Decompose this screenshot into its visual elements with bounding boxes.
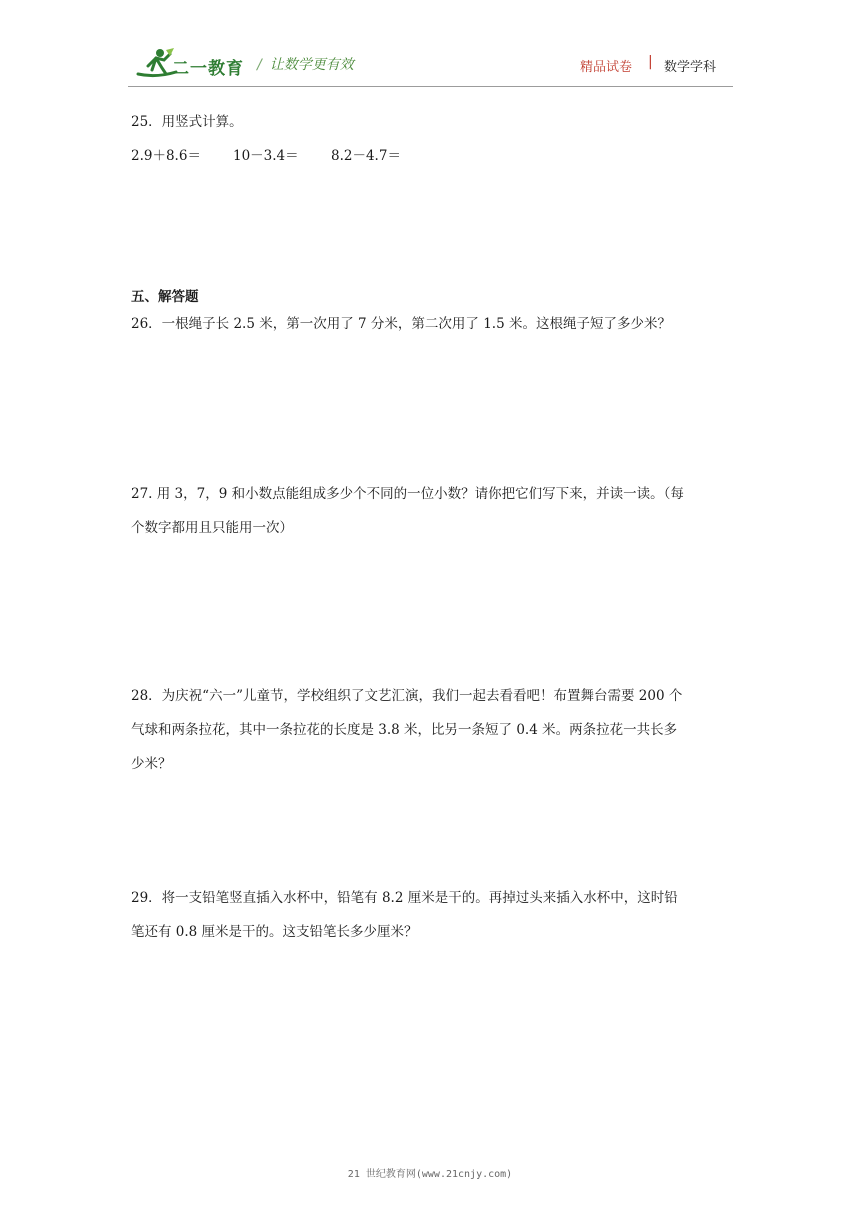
q25-title: 25．用竖式计算。 [131,114,243,130]
tag-subject: 数学学科 [664,60,717,75]
q29-line-2: 笔还有 0.8 厘米是干的。这支铅笔长多少厘米？ [131,924,418,940]
brand-name: 二一教育 [172,59,244,79]
header-divider [128,86,733,87]
q28-line-1: 28．为庆祝“六一”儿童节，学校组织了文艺汇演，我们一起去看看吧！布置舞台需要 200 个 [131,688,683,704]
q28-line-2: 气球和两条拉花，其中一条拉花的长度是 3.8 米，比另一条短了 0.4 米。两条拉花一共长多 [131,722,678,738]
tag-separator: | [648,54,653,70]
tag-quality: 精品试卷 [580,60,633,75]
q25-item-1: 2.9＋8.6＝ [131,148,201,164]
page-footer: 21 世纪教育网(www.21cnjy.com) [347,1169,513,1180]
q25-item-3: 8.2－4.7＝ [331,148,401,164]
q26-line-1: 26．一根绳子长 2.5 米，第一次用了 7 分米，第二次用了 1.5 米。这根绳子短了多少米？ [131,316,671,332]
slogan-text: 让数学更有效 [269,57,354,73]
q29-line-1: 29．将一支铅笔竖直插入水杯中，铅笔有 8.2 厘米是干的。再掉过头来插入水杯中，这时铅 [131,890,678,906]
q28-line-3: 少米？ [131,756,172,772]
q25-item-2: 10－3.4＝ [233,148,299,164]
section-heading: 五、解答题 [131,289,199,305]
slogan-slash: / [257,57,262,73]
page-header [0,0,860,100]
q27-line-1: 27. 用 3，7，9 和小数点能组成多少个不同的一位小数？请你把它们写下来，并读一读。（每 [131,486,684,502]
brand-slogan [257,54,354,74]
q27-line-2: 个数字都用且只能用一次） [131,520,293,536]
